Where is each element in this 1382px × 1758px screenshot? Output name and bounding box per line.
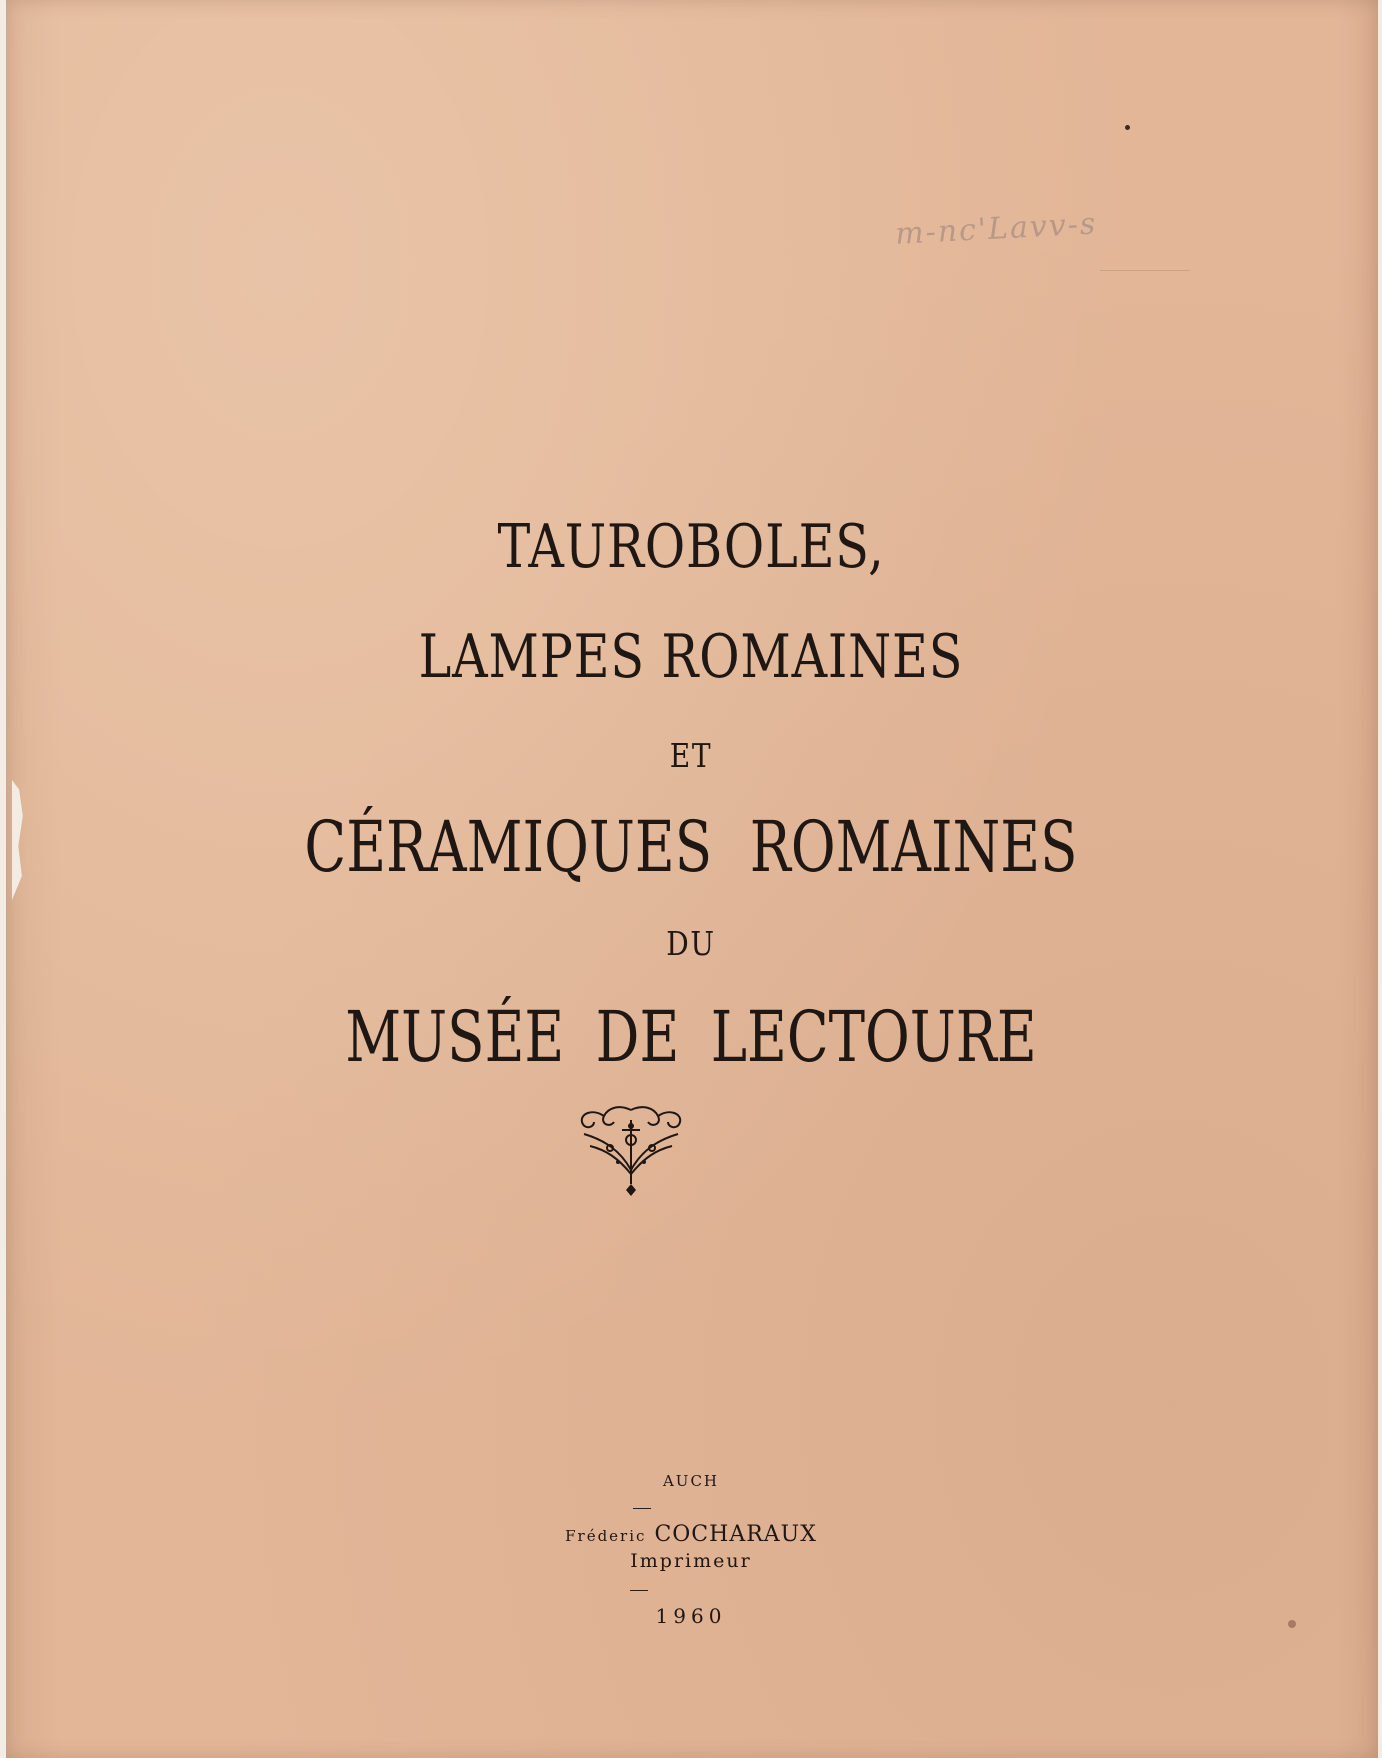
handwritten-pencil-note: m-nc'Lavv-s: [894, 206, 1099, 252]
imprint-year: 1960: [655, 1604, 727, 1628]
printer-last-name: COCHARAUX: [654, 1522, 817, 1547]
imprint-printer: [0, 1522, 1382, 1547]
separator-dash: [630, 1590, 648, 1591]
title-line-4: CÉRAMIQUES ROMAINES: [304, 806, 1078, 888]
title-line-6: MUSÉE DE LECTOURE: [345, 996, 1037, 1078]
title-line-1: TAUROBOLES,: [497, 512, 885, 582]
printer-first-name: Fréderic: [565, 1527, 647, 1545]
separator-dash: [633, 1508, 651, 1509]
imprint-role: Imprimeur: [630, 1550, 752, 1572]
title-line-2: LAMPES ROMAINES: [418, 622, 964, 692]
title-line-3: ET: [669, 736, 713, 775]
title-line-5: DU: [666, 924, 716, 963]
imprint-city: AUCH: [662, 1472, 720, 1490]
fleuron-ornament-icon: [574, 1100, 688, 1196]
